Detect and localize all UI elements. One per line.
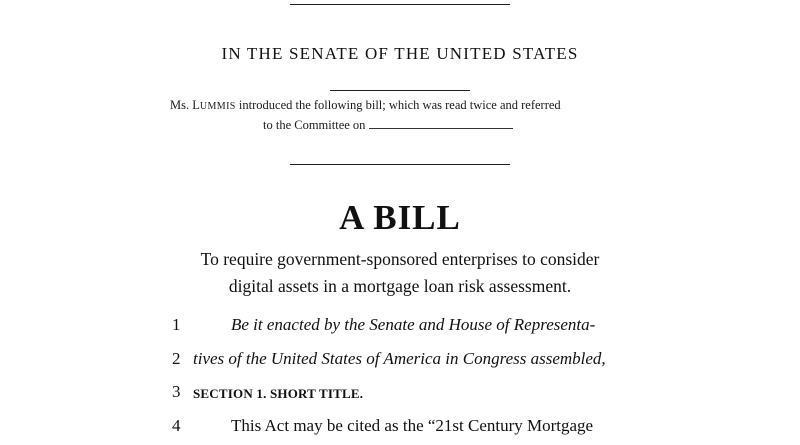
- section-divider: [290, 164, 510, 165]
- chamber-heading: IN THE SENATE OF THE UNITED STATES: [221, 44, 579, 63]
- enacting-clause-line-1: Be it enacted by the Senate and House of Representa-: [231, 315, 596, 334]
- bill-title: A BILL: [339, 198, 461, 237]
- middle-divider: [330, 90, 470, 91]
- committee-label: to the Committee on: [263, 118, 369, 132]
- line-number-1: 1: [172, 315, 181, 334]
- introduction-text: introduced the following bill; which was read twice and referred: [235, 98, 561, 112]
- top-divider: [290, 4, 510, 5]
- section-heading: SECTION 1. SHORT TITLE.: [193, 386, 364, 401]
- sponsor-prefix: Ms.: [170, 98, 193, 112]
- bill-purpose: [0, 246, 800, 300]
- line-number-4: 4: [172, 416, 181, 435]
- sponsor-name-initial: L: [192, 98, 200, 112]
- purpose-line-1: To require government-sponsored enterprises to consider: [200, 249, 600, 269]
- sponsor-name-rest: UMMIS: [199, 101, 236, 112]
- purpose-line-2: digital assets in a mortgage loan risk assessment.: [228, 276, 572, 296]
- short-title-text: This Act may be cited as the “21st Century Mortgage: [231, 416, 594, 435]
- introduction-line-1: [170, 96, 640, 116]
- introduction-line-2: [170, 116, 640, 134]
- line-number-3: 3: [172, 382, 181, 401]
- enacting-clause-line-2: tives of the United States of America in Congress assembled,: [193, 349, 606, 368]
- committee-blank: [369, 119, 513, 129]
- introduction-statement: [170, 96, 640, 134]
- line-number-2: 2: [172, 349, 181, 368]
